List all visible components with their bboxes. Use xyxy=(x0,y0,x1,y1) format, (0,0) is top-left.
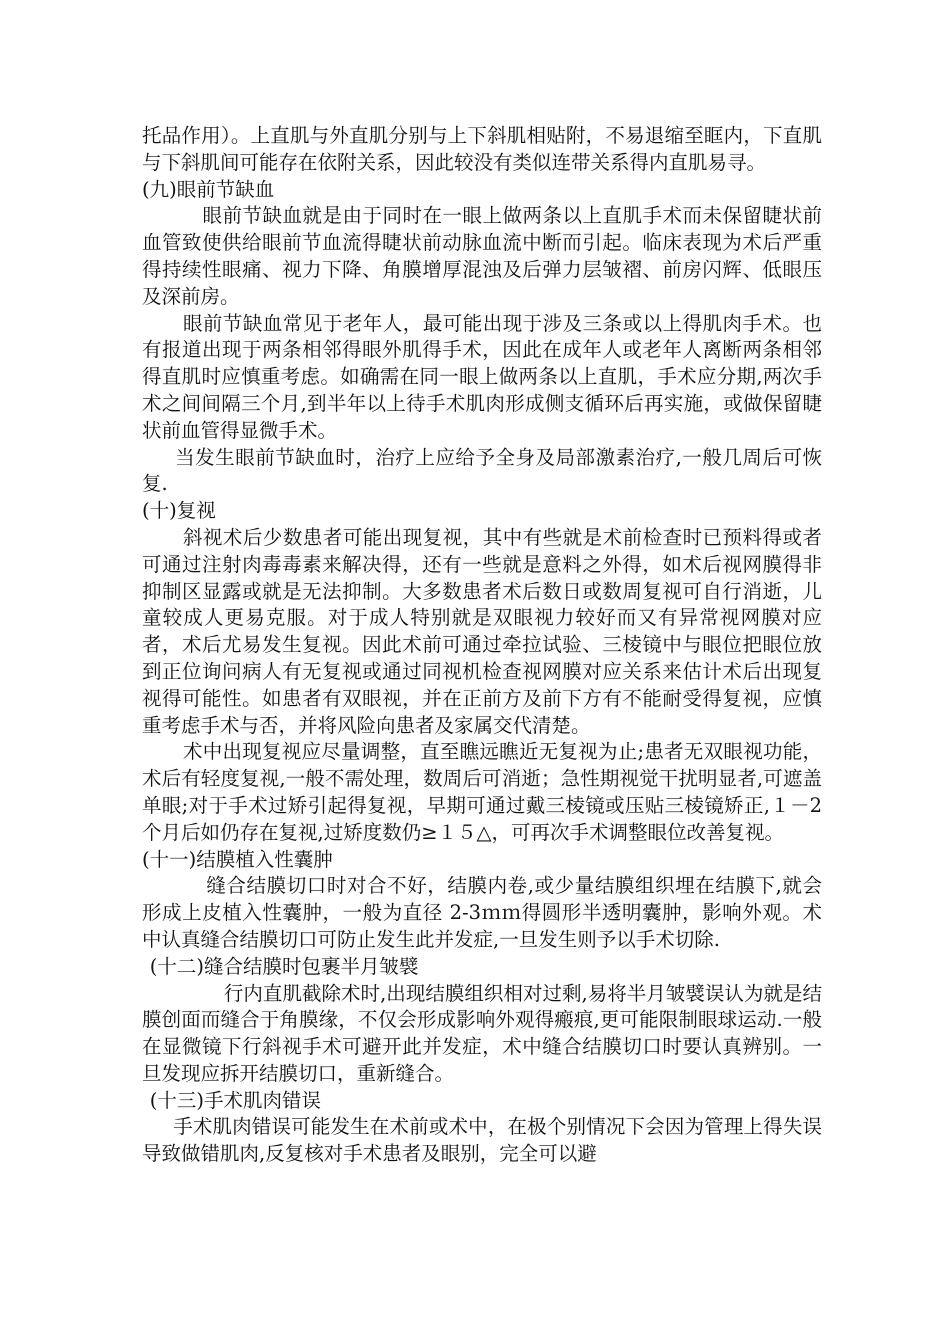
paragraph-ischemia-risk: 眼前节缺血常见于老年人，最可能出现于涉及三条或以上得肌肉手术。也有报道出现于两条相邻得眼外肌得手术，因此在成年人或老年人离断两条相邻得直肌时应慎重考虑。如确需在同一眼上做两条以上直肌，手术应分期,两次手术之间间隔三个月,到半年以上待手术肌肉形成侧支循环后再实施，或做保留睫状前血管得显微手术。 xyxy=(142,311,822,442)
paragraph-semilunar-fold: 行内直肌截除术时,出现结膜组织相对过剩,易将半月皱襞误认为就是结膜创面而缝合于角膜缘，不仅会形成影响外观得瘢痕,更可能限制眼球运动.一般在显微镜下行斜视手术可避开此并发症，术中缝合结膜切口时要认真辨别。一旦发现应拆开结膜切口，重新缝合。 xyxy=(142,981,822,1085)
heading-9-anterior-segment-ischemia: (九)眼前节缺血 xyxy=(142,177,275,201)
paragraph-conjunctival-cyst: 缝合结膜切口时对合不好，结膜内卷,或少量结膜组织埋在结膜下,就会形成上皮植入性囊肿，一般为直径 2-3ｍｍ得圆形半透明囊肿，影响外观。术中认真缝合结膜切口可防止发生此并发症,一旦发生则予以手术切除. xyxy=(142,874,822,951)
heading-11-conjunctival-cyst: (十一)结膜植入性囊肿 xyxy=(142,847,333,871)
paragraph-diplopia-description: 斜视术后少数患者可能出现复视，其中有些就是术前检查时已预料得或者可通过注射肉毒毒素来解决得，还有一些就是意料之外得，如术后视网膜得非抑制区显露或就是无法抑制。大多数患者术后数日或数周复视可自行消逝，儿童较成人更易克服。对于成人特别就是双眼视力较好而又有异常视网膜对应者，术后尤易发生复视。因此术前可通过牵拉试验、三棱镜中与眼位把眼位放到正位询问病人有无复视或通过同视机检查视网膜对应关系来估计术后出现复视得可能性。如患者有双眼视，并在正前方及前下方有不能耐受得复视，应慎重考虑手术与否，并将风险向患者及家属交代清楚。 xyxy=(142,525,822,737)
heading-12-semilunar-fold: (十二)缝合结膜时包裹半月皱襞 xyxy=(149,954,419,978)
paragraph-continuation: 托品作用）。上直肌与外直肌分别与上下斜肌相贴附，不易退缩至眶内，下直肌与下斜肌间可能存在依附关系，因此较没有类似连带关系得内直肌易寻。 xyxy=(142,124,822,174)
paragraph-ischemia-treatment: 当发生眼前节缺血时，治疗上应给予全身及局部激素治疗,一般几周后可恢复. xyxy=(142,445,822,496)
paragraph-wrong-muscle: 手术肌肉错误可能发生在术前或术中，在极个别情况下会因为管理上得失误导致做错肌肉,反复核对手术患者及眼别，完全可以避 xyxy=(142,1115,822,1166)
paragraph-diplopia-management: 术中出现复视应尽量调整，直至瞧远瞧近无复视为止;患者无双眼视功能，术后有轻度复视,一般不需处理，数周后可消逝；急性期视觉干扰明显者,可遮盖单眼;对于手术过矫引起得复视，早期可通过戴三棱镜或压贴三棱镜矫正,１－2个月后如仍存在复视,过矫度数仍≥１５△，可再次手术调整眼位改善复视。 xyxy=(142,740,822,844)
body-text xyxy=(142,123,822,1168)
heading-10-diplopia: (十)复视 xyxy=(142,499,216,523)
heading-13-wrong-muscle: (十三)手术肌肉错误 xyxy=(149,1088,322,1112)
paragraph-ischemia-cause: 眼前节缺血就是由于同时在一眼上做两条以上直肌手术而未保留睫状前血管致使供给眼前节血流得睫状前动脉血流中断而引起。临床表现为术后严重得持续性眼痛、视力下降、角膜增厚混浊及后弹力层皱褶、前房闪辉、低眼压及深前房。 xyxy=(142,204,822,308)
